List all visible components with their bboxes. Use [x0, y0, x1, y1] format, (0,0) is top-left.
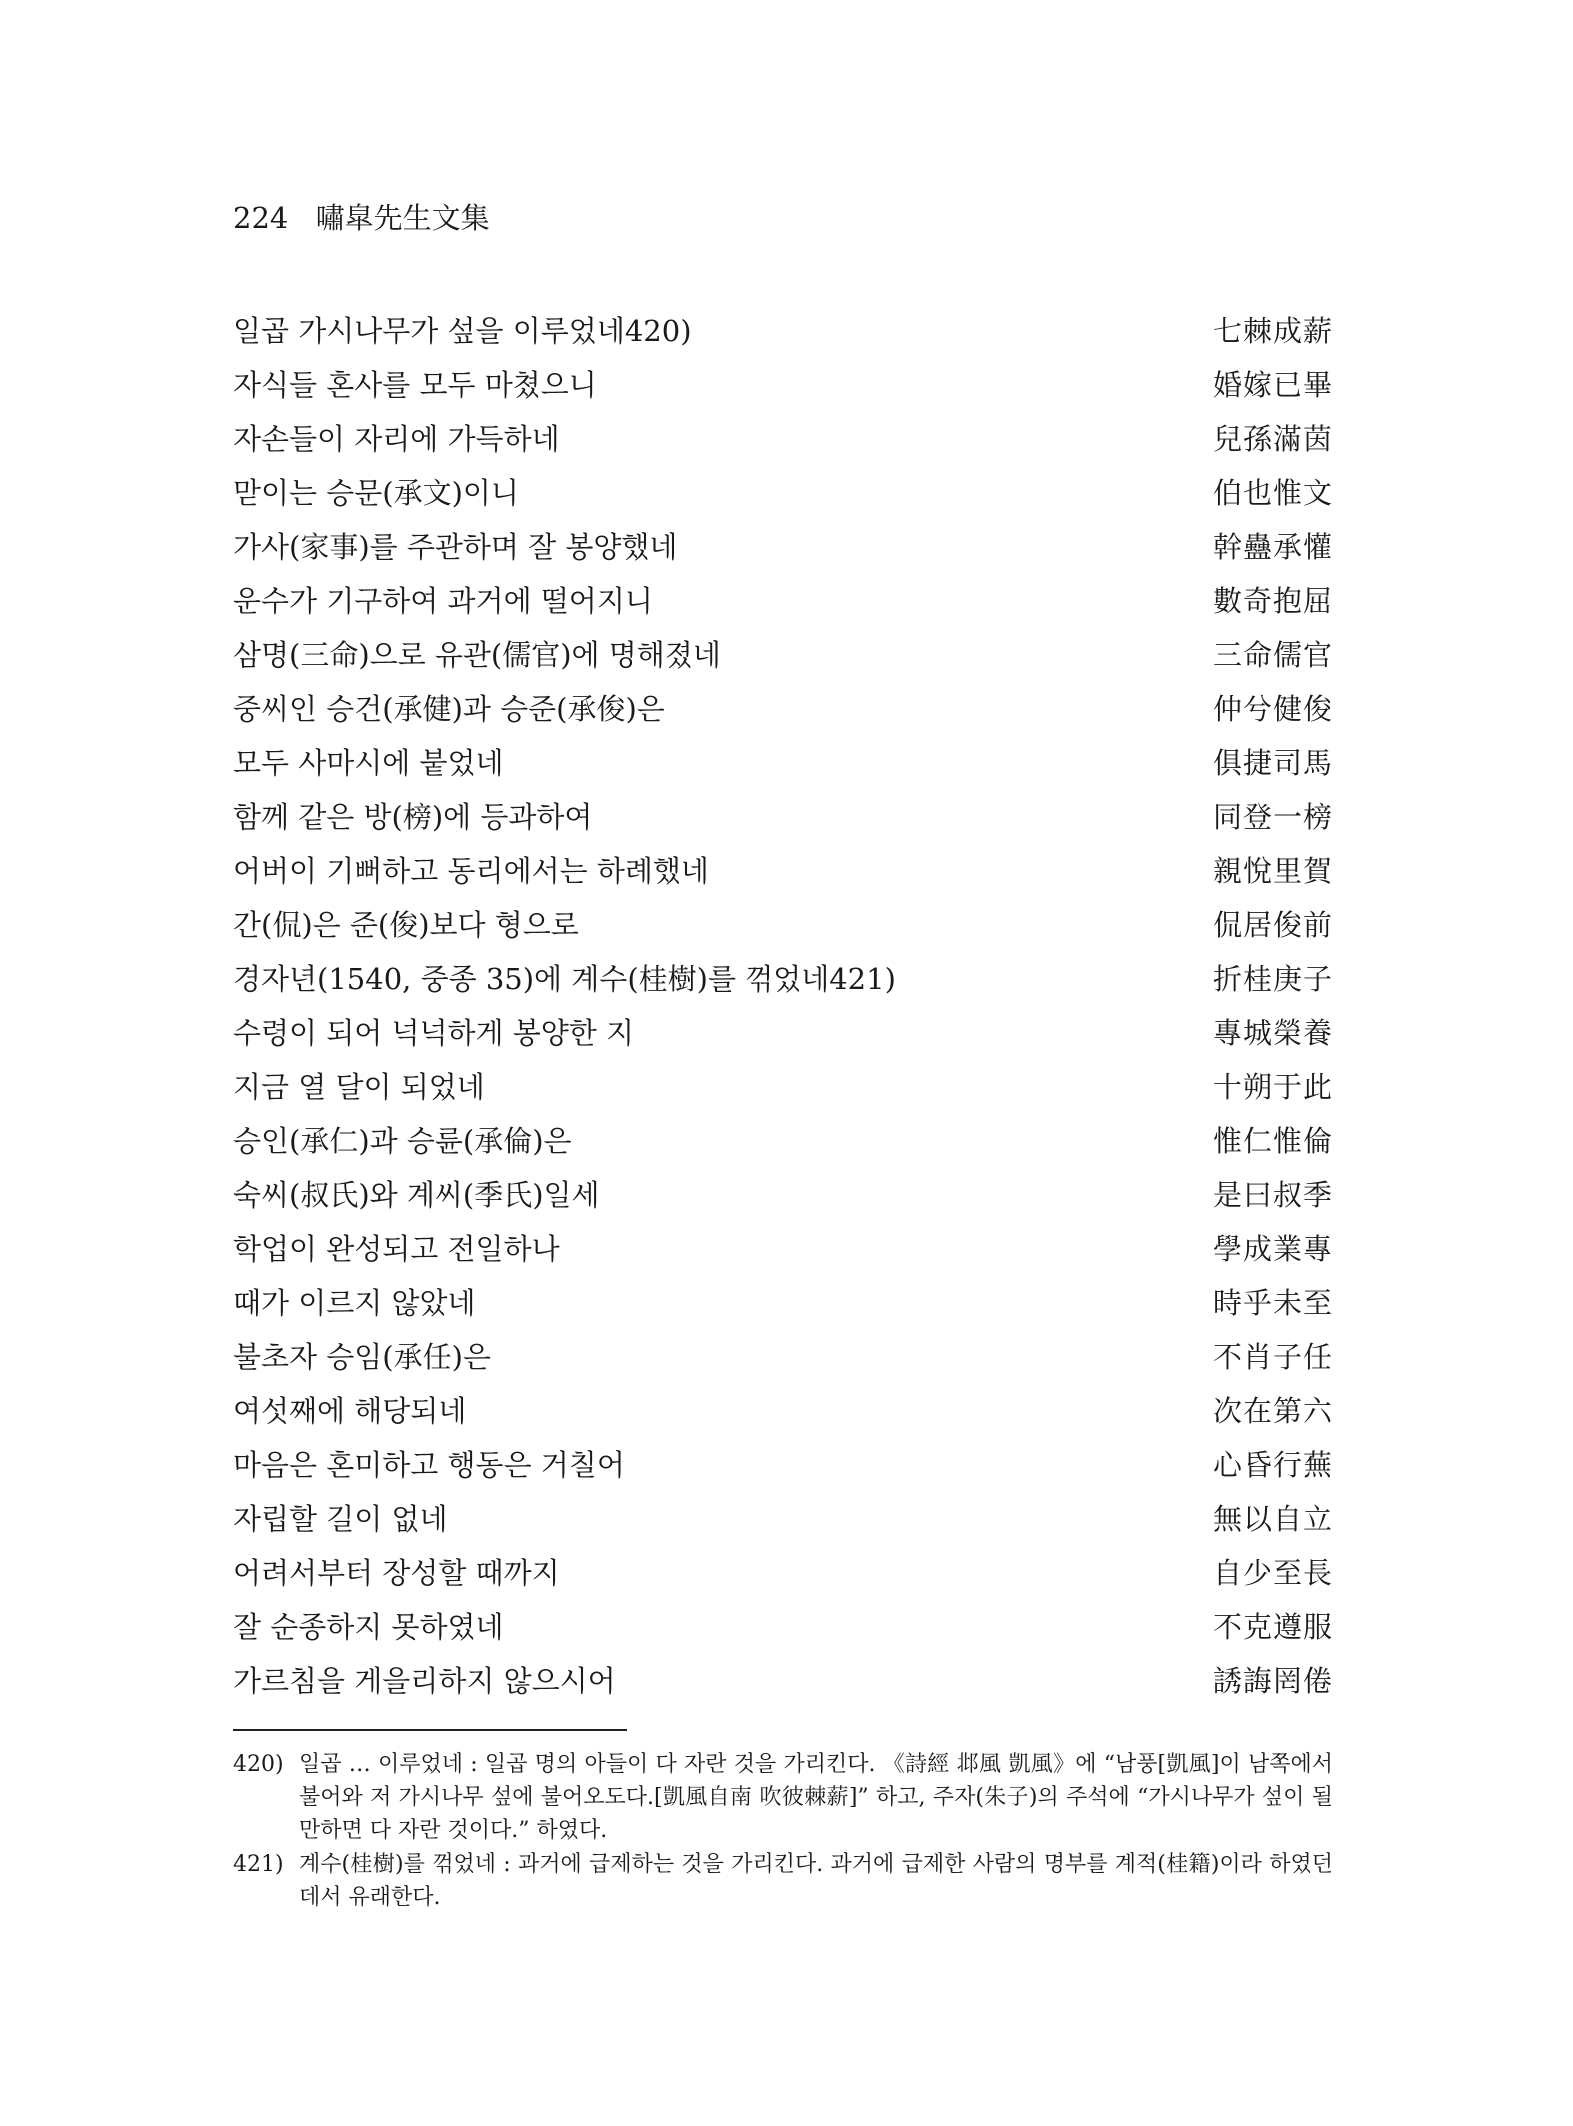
korean-translation: 숙씨(叔氏)와 계씨(季氏)일세 — [233, 1177, 600, 1212]
hanja-original: 不克遵服 — [1212, 1609, 1333, 1644]
verse-line — [233, 1004, 1333, 1058]
verse-line — [233, 356, 1333, 410]
korean-translation: 마음은 혼미하고 행동은 거칠어 — [233, 1447, 625, 1482]
page-header — [233, 196, 490, 237]
hanja-original: 數奇抱屈 — [1212, 583, 1333, 618]
verse-line — [233, 680, 1333, 734]
korean-translation: 자손들이 자리에 가득하네 — [233, 421, 560, 456]
hanja-original: 三命儒官 — [1212, 637, 1333, 672]
korean-translation: 운수가 기구하여 과거에 떨어지니 — [233, 583, 653, 618]
korean-translation: 자식들 혼사를 모두 마쳤으니 — [233, 367, 597, 402]
footnote-text: 계수(桂樹)를 꺾었네 : 과거에 급제하는 것을 가리킨다. 과거에 급제한 사람의 명부를 계적(桂籍)이라 하였던 데서 유래한다. — [299, 1852, 1333, 1910]
korean-translation: 지금 열 달이 되었네 — [233, 1069, 485, 1104]
verse-line — [233, 1382, 1333, 1436]
verse-lines — [233, 302, 1333, 1706]
hanja-original: 惟仁惟倫 — [1212, 1123, 1333, 1158]
verse-line — [233, 1220, 1333, 1274]
verse-line — [233, 1652, 1333, 1706]
hanja-original: 仲兮健俊 — [1212, 691, 1333, 726]
hanja-original: 伯也惟文 — [1212, 475, 1333, 510]
hanja-original: 幹蠱承懽 — [1212, 529, 1333, 564]
hanja-original: 自少至長 — [1212, 1555, 1333, 1590]
verse-line — [233, 734, 1333, 788]
verse-line — [233, 572, 1333, 626]
korean-translation: 잘 순종하지 못하였네 — [233, 1609, 504, 1644]
verse-line — [233, 1112, 1333, 1166]
verse-line — [233, 896, 1333, 950]
verse-line — [233, 1436, 1333, 1490]
footnote-number: 421) — [233, 1852, 284, 1877]
book-title: 嘯皐先生文集 — [315, 201, 490, 235]
hanja-original: 心昏行蕪 — [1212, 1447, 1333, 1482]
verse-line — [233, 842, 1333, 896]
hanja-original: 婚嫁已畢 — [1212, 367, 1333, 402]
korean-translation: 함께 같은 방(榜)에 등과하여 — [233, 799, 593, 834]
hanja-original: 時乎未至 — [1212, 1285, 1333, 1320]
hanja-original: 兒孫滿茵 — [1212, 421, 1333, 456]
hanja-original: 誘誨罔倦 — [1212, 1663, 1333, 1698]
korean-translation: 때가 이르지 않았네 — [233, 1285, 476, 1320]
hanja-original: 是曰叔季 — [1212, 1177, 1333, 1212]
footnotes — [233, 1748, 1333, 1915]
verse-line — [233, 518, 1333, 572]
hanja-original: 十朔于此 — [1212, 1069, 1333, 1104]
korean-translation: 간(侃)은 준(俊)보다 형으로 — [233, 907, 579, 942]
hanja-original: 俱捷司馬 — [1212, 745, 1333, 780]
footnote — [233, 1748, 1333, 1847]
footnote — [233, 1848, 1333, 1914]
korean-translation: 수령이 되어 넉넉하게 봉양한 지 — [233, 1015, 635, 1050]
verse-line — [233, 302, 1333, 356]
hanja-original: 不肖子任 — [1212, 1339, 1333, 1374]
hanja-original: 專城榮養 — [1212, 1015, 1333, 1050]
hanja-original: 折桂庚子 — [1212, 961, 1333, 996]
hanja-original: 次在第六 — [1212, 1393, 1333, 1428]
korean-translation: 맏이는 승문(承文)이니 — [233, 475, 519, 510]
hanja-original: 同登一榜 — [1212, 799, 1333, 834]
korean-translation: 불초자 승임(承任)은 — [233, 1339, 491, 1374]
korean-translation: 여섯째에 해당되네 — [233, 1393, 467, 1428]
verse-line — [233, 626, 1333, 680]
page-number: 224 — [233, 201, 289, 235]
verse-line — [233, 1598, 1333, 1652]
verse-line — [233, 1328, 1333, 1382]
verse-line — [233, 1544, 1333, 1598]
hanja-original: 侃居俊前 — [1212, 907, 1333, 942]
footnote-number: 420) — [233, 1752, 284, 1777]
hanja-original: 無以自立 — [1212, 1501, 1333, 1536]
korean-translation: 중씨인 승건(承健)과 승준(承俊)은 — [233, 691, 665, 726]
korean-translation: 학업이 완성되고 전일하나 — [233, 1231, 560, 1266]
korean-translation: 자립할 길이 없네 — [233, 1501, 448, 1536]
verse-line — [233, 410, 1333, 464]
korean-translation: 어려서부터 장성할 때까지 — [233, 1555, 560, 1590]
verse-line — [233, 1058, 1333, 1112]
verse-line — [233, 788, 1333, 842]
hanja-original: 七棘成薪 — [1212, 313, 1333, 348]
korean-translation: 가르침을 게을리하지 않으시어 — [233, 1663, 616, 1698]
verse-line — [233, 1166, 1333, 1220]
korean-translation: 삼명(三命)으로 유관(儒官)에 명해졌네 — [233, 637, 721, 672]
verse-line — [233, 950, 1333, 1004]
verse-line — [233, 1274, 1333, 1328]
korean-translation: 어버이 기뻐하고 동리에서는 하례했네 — [233, 853, 709, 888]
footnote-text: 일곱 … 이루었네 : 일곱 명의 아들이 다 자란 것을 가리킨다. 《詩經 邶風 凱風》에 “남풍[凱風]이 남쪽에서 불어와 저 가시나무 섶에 불어오도다.[凱風自南 吹彼棘薪]” 하고, 주자(朱子)의 주석에 “가시나무가 섶이 될 만하면 다 자란 것이다.” 하였다. — [299, 1752, 1333, 1843]
korean-translation: 일곱 가시나무가 섶을 이루었네420) — [233, 313, 692, 348]
korean-translation: 승인(承仁)과 승륜(承倫)은 — [233, 1123, 572, 1158]
verse-line — [233, 1490, 1333, 1544]
korean-translation: 경자년(1540, 중종 35)에 계수(桂樹)를 꺾었네421) — [233, 961, 896, 996]
korean-translation: 모두 사마시에 붙었네 — [233, 745, 504, 780]
verse-line — [233, 464, 1333, 518]
hanja-original: 親悅里賀 — [1212, 853, 1333, 888]
hanja-original: 學成業專 — [1212, 1231, 1333, 1266]
footnote-divider — [233, 1729, 627, 1731]
korean-translation: 가사(家事)를 주관하며 잘 봉양했네 — [233, 529, 678, 564]
